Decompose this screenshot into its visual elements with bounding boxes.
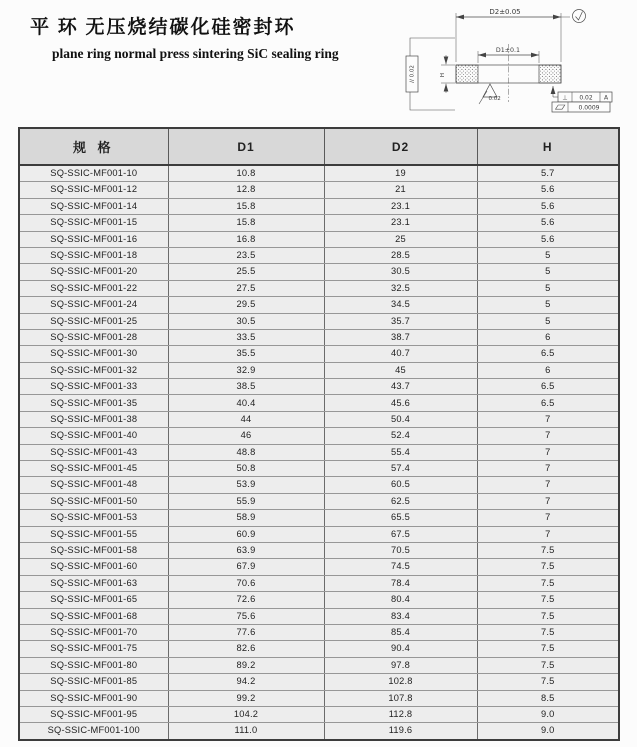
d1-cell: 46 bbox=[168, 428, 324, 444]
d2-cell: 25 bbox=[324, 231, 477, 247]
d2-cell: 30.5 bbox=[324, 264, 477, 280]
table-row bbox=[19, 493, 619, 509]
spec-cell: SQ-SSIC-MF001-22 bbox=[19, 280, 168, 296]
d1-cell: 27.5 bbox=[168, 280, 324, 296]
table-row bbox=[19, 411, 619, 427]
h-cell: 8.5 bbox=[477, 690, 619, 706]
h-cell: 7.5 bbox=[477, 641, 619, 657]
h-cell: 6.5 bbox=[477, 395, 619, 411]
spec-cell: SQ-SSIC-MF001-85 bbox=[19, 674, 168, 690]
h-cell: 7.5 bbox=[477, 575, 619, 591]
spec-cell: SQ-SSIC-MF001-24 bbox=[19, 297, 168, 313]
table-row bbox=[19, 690, 619, 706]
d2-cell: 32.5 bbox=[324, 280, 477, 296]
d1-cell: 60.9 bbox=[168, 526, 324, 542]
d1-cell: 30.5 bbox=[168, 313, 324, 329]
spec-cell: SQ-SSIC-MF001-58 bbox=[19, 542, 168, 558]
table-row bbox=[19, 264, 619, 280]
table-row bbox=[19, 231, 619, 247]
d2-cell: 83.4 bbox=[324, 608, 477, 624]
h-cell: 5.6 bbox=[477, 215, 619, 231]
table-row bbox=[19, 510, 619, 526]
table-row bbox=[19, 313, 619, 329]
table-row bbox=[19, 723, 619, 740]
spec-cell: SQ-SSIC-MF001-16 bbox=[19, 231, 168, 247]
d1-cell: 77.6 bbox=[168, 624, 324, 640]
spec-cell: SQ-SSIC-MF001-35 bbox=[19, 395, 168, 411]
d1-cell: 55.9 bbox=[168, 493, 324, 509]
spec-cell: SQ-SSIC-MF001-48 bbox=[19, 477, 168, 493]
h-cell: 5.6 bbox=[477, 182, 619, 198]
h-cell: 7 bbox=[477, 493, 619, 509]
spec-cell: SQ-SSIC-MF001-95 bbox=[19, 706, 168, 722]
flatness-value: 0.0009 bbox=[578, 104, 600, 112]
table-row bbox=[19, 624, 619, 640]
d2-cell: 112.8 bbox=[324, 706, 477, 722]
d1-cell: 32.9 bbox=[168, 362, 324, 378]
d2-cell: 85.4 bbox=[324, 624, 477, 640]
spec-cell: SQ-SSIC-MF001-25 bbox=[19, 313, 168, 329]
table-row bbox=[19, 559, 619, 575]
d2-cell: 43.7 bbox=[324, 379, 477, 395]
d2-cell: 23.1 bbox=[324, 198, 477, 214]
d2-cell: 57.4 bbox=[324, 461, 477, 477]
spec-cell: SQ-SSIC-MF001-70 bbox=[19, 624, 168, 640]
h-cell: 6 bbox=[477, 362, 619, 378]
spec-cell: SQ-SSIC-MF001-100 bbox=[19, 723, 168, 740]
d1-cell: 15.8 bbox=[168, 215, 324, 231]
d2-cell: 40.7 bbox=[324, 346, 477, 362]
d2-dimension-label: D2±0.05 bbox=[489, 8, 521, 16]
spec-cell: SQ-SSIC-MF001-15 bbox=[19, 215, 168, 231]
spec-cell: SQ-SSIC-MF001-32 bbox=[19, 362, 168, 378]
table-row bbox=[19, 641, 619, 657]
spec-cell: SQ-SSIC-MF001-14 bbox=[19, 198, 168, 214]
table-row bbox=[19, 575, 619, 591]
d1-cell: 67.9 bbox=[168, 559, 324, 575]
h-cell: 7 bbox=[477, 428, 619, 444]
h-cell: 9.0 bbox=[477, 706, 619, 722]
perpendicularity-symbol: ⊥ bbox=[562, 94, 568, 102]
spec-cell: SQ-SSIC-MF001-12 bbox=[19, 182, 168, 198]
spec-cell: SQ-SSIC-MF001-60 bbox=[19, 559, 168, 575]
h-cell: 5 bbox=[477, 297, 619, 313]
d1-cell: 89.2 bbox=[168, 657, 324, 673]
h-cell: 7.5 bbox=[477, 657, 619, 673]
d1-cell: 25.5 bbox=[168, 264, 324, 280]
face-finish-value: 0.02 bbox=[488, 96, 501, 102]
d2-cell: 74.5 bbox=[324, 559, 477, 575]
d2-cell: 38.7 bbox=[324, 329, 477, 345]
d2-cell: 35.7 bbox=[324, 313, 477, 329]
d2-cell: 50.4 bbox=[324, 411, 477, 427]
h-cell: 7 bbox=[477, 444, 619, 460]
spec-cell: SQ-SSIC-MF001-50 bbox=[19, 493, 168, 509]
d2-cell: 70.5 bbox=[324, 542, 477, 558]
h-cell: 5 bbox=[477, 280, 619, 296]
d1-cell: 44 bbox=[168, 411, 324, 427]
finish-leader bbox=[479, 91, 487, 104]
table-row bbox=[19, 542, 619, 558]
spec-cell: SQ-SSIC-MF001-90 bbox=[19, 690, 168, 706]
d1-dimension-label: D1±0.1 bbox=[495, 47, 521, 54]
h-cell: 7.5 bbox=[477, 559, 619, 575]
d2-cell: 80.4 bbox=[324, 592, 477, 608]
h-cell: 5 bbox=[477, 313, 619, 329]
d2-cell: 67.5 bbox=[324, 526, 477, 542]
table-row bbox=[19, 165, 619, 182]
h-cell: 5.7 bbox=[477, 165, 619, 182]
d2-cell: 97.8 bbox=[324, 657, 477, 673]
d1-cell: 70.6 bbox=[168, 575, 324, 591]
h-cell: 6.5 bbox=[477, 379, 619, 395]
h-cell: 7 bbox=[477, 461, 619, 477]
d2-cell: 52.4 bbox=[324, 428, 477, 444]
table-row bbox=[19, 215, 619, 231]
h-cell: 7.5 bbox=[477, 624, 619, 640]
spec-cell: SQ-SSIC-MF001-65 bbox=[19, 592, 168, 608]
d2-cell: 107.8 bbox=[324, 690, 477, 706]
d2-cell: 90.4 bbox=[324, 641, 477, 657]
d2-cell: 45.6 bbox=[324, 395, 477, 411]
spec-cell: SQ-SSIC-MF001-43 bbox=[19, 444, 168, 460]
spec-table-body bbox=[19, 165, 619, 740]
spec-cell: SQ-SSIC-MF001-55 bbox=[19, 526, 168, 542]
table-row bbox=[19, 297, 619, 313]
spec-cell: SQ-SSIC-MF001-68 bbox=[19, 608, 168, 624]
d1-cell: 94.2 bbox=[168, 674, 324, 690]
d1-cell: 33.5 bbox=[168, 329, 324, 345]
table-row bbox=[19, 362, 619, 378]
table-row bbox=[19, 198, 619, 214]
d2-cell: 45 bbox=[324, 362, 477, 378]
perpendicularity-value: 0.02 bbox=[579, 94, 593, 102]
d2-cell: 28.5 bbox=[324, 247, 477, 263]
table-row bbox=[19, 329, 619, 345]
d1-cell: 12.8 bbox=[168, 182, 324, 198]
d2-cell: 34.5 bbox=[324, 297, 477, 313]
d2-cell: 65.5 bbox=[324, 510, 477, 526]
h-cell: 5.6 bbox=[477, 231, 619, 247]
col-header-d2: D2 bbox=[324, 128, 477, 165]
table-row bbox=[19, 461, 619, 477]
d2-cell: 102.8 bbox=[324, 674, 477, 690]
table-header-row bbox=[19, 128, 619, 165]
page-title-en: plane ring normal press sintering SiC sealing ring bbox=[52, 46, 339, 61]
d1-cell: 15.8 bbox=[168, 198, 324, 214]
d1-cell: 10.8 bbox=[168, 165, 324, 182]
d1-cell: 104.2 bbox=[168, 706, 324, 722]
d1-cell: 99.2 bbox=[168, 690, 324, 706]
h-cell: 9.0 bbox=[477, 723, 619, 740]
h-cell: 7.5 bbox=[477, 592, 619, 608]
d2-cell: 60.5 bbox=[324, 477, 477, 493]
d2-cell: 23.1 bbox=[324, 215, 477, 231]
spec-cell: SQ-SSIC-MF001-75 bbox=[19, 641, 168, 657]
d1-cell: 23.5 bbox=[168, 247, 324, 263]
spec-cell: SQ-SSIC-MF001-28 bbox=[19, 329, 168, 345]
col-header-h: H bbox=[477, 128, 619, 165]
table-row bbox=[19, 477, 619, 493]
spec-cell: SQ-SSIC-MF001-80 bbox=[19, 657, 168, 673]
h-cell: 6.5 bbox=[477, 346, 619, 362]
spec-cell: SQ-SSIC-MF001-33 bbox=[19, 379, 168, 395]
spec-table bbox=[18, 127, 620, 741]
d1-cell: 63.9 bbox=[168, 542, 324, 558]
table-row bbox=[19, 657, 619, 673]
table-row bbox=[19, 379, 619, 395]
table-row bbox=[19, 608, 619, 624]
d2-cell: 78.4 bbox=[324, 575, 477, 591]
spec-cell: SQ-SSIC-MF001-10 bbox=[19, 165, 168, 182]
surface-finish-icon bbox=[573, 10, 586, 23]
table-row bbox=[19, 182, 619, 198]
d2-cell: 21 bbox=[324, 182, 477, 198]
d2-cell: 55.4 bbox=[324, 444, 477, 460]
d1-cell: 40.4 bbox=[168, 395, 324, 411]
d2-cell: 119.6 bbox=[324, 723, 477, 740]
d2-cell: 19 bbox=[324, 165, 477, 182]
table-row bbox=[19, 346, 619, 362]
d1-cell: 111.0 bbox=[168, 723, 324, 740]
surface-finish-check-icon bbox=[576, 12, 583, 21]
h-cell: 6 bbox=[477, 329, 619, 345]
table-row bbox=[19, 428, 619, 444]
table-row bbox=[19, 247, 619, 263]
spec-cell: SQ-SSIC-MF001-63 bbox=[19, 575, 168, 591]
d1-cell: 48.8 bbox=[168, 444, 324, 460]
h-cell: 5 bbox=[477, 247, 619, 263]
spec-cell: SQ-SSIC-MF001-30 bbox=[19, 346, 168, 362]
h-cell: 5 bbox=[477, 264, 619, 280]
spec-cell: SQ-SSIC-MF001-20 bbox=[19, 264, 168, 280]
table-row bbox=[19, 280, 619, 296]
spec-cell: SQ-SSIC-MF001-38 bbox=[19, 411, 168, 427]
d1-cell: 35.5 bbox=[168, 346, 324, 362]
d1-cell: 16.8 bbox=[168, 231, 324, 247]
spec-cell: SQ-SSIC-MF001-40 bbox=[19, 428, 168, 444]
d1-cell: 53.9 bbox=[168, 477, 324, 493]
height-dimension-label: H bbox=[439, 72, 446, 78]
page-title-cn: 平 环 无压烧结碳化硅密封环 bbox=[30, 17, 296, 38]
h-cell: 7.5 bbox=[477, 542, 619, 558]
d1-cell: 50.8 bbox=[168, 461, 324, 477]
h-cell: 5.6 bbox=[477, 198, 619, 214]
d1-cell: 58.9 bbox=[168, 510, 324, 526]
table-row bbox=[19, 526, 619, 542]
d1-cell: 75.6 bbox=[168, 608, 324, 624]
col-header-d1: D1 bbox=[168, 128, 324, 165]
ring-hatch-left-icon bbox=[456, 65, 478, 83]
table-row bbox=[19, 706, 619, 722]
spec-cell: SQ-SSIC-MF001-18 bbox=[19, 247, 168, 263]
h-cell: 7 bbox=[477, 510, 619, 526]
h-cell: 7.5 bbox=[477, 674, 619, 690]
table-row bbox=[19, 592, 619, 608]
table-row bbox=[19, 395, 619, 411]
d1-cell: 29.5 bbox=[168, 297, 324, 313]
d1-cell: 82.6 bbox=[168, 641, 324, 657]
spec-cell: SQ-SSIC-MF001-45 bbox=[19, 461, 168, 477]
perpendicularity-datum: A bbox=[603, 94, 609, 102]
h-cell: 7 bbox=[477, 411, 619, 427]
col-header-spec: 规 格 bbox=[19, 128, 168, 165]
d2-cell: 62.5 bbox=[324, 493, 477, 509]
spec-cell: SQ-SSIC-MF001-53 bbox=[19, 510, 168, 526]
d1-cell: 38.5 bbox=[168, 379, 324, 395]
h-cell: 7.5 bbox=[477, 608, 619, 624]
parallelism-label: // 0.02 bbox=[409, 65, 416, 83]
table-row bbox=[19, 674, 619, 690]
d1-cell: 72.6 bbox=[168, 592, 324, 608]
h-cell: 7 bbox=[477, 526, 619, 542]
h-cell: 7 bbox=[477, 477, 619, 493]
table-row bbox=[19, 444, 619, 460]
technical-drawing bbox=[398, 2, 635, 124]
ring-hatch-right-icon bbox=[539, 65, 561, 83]
